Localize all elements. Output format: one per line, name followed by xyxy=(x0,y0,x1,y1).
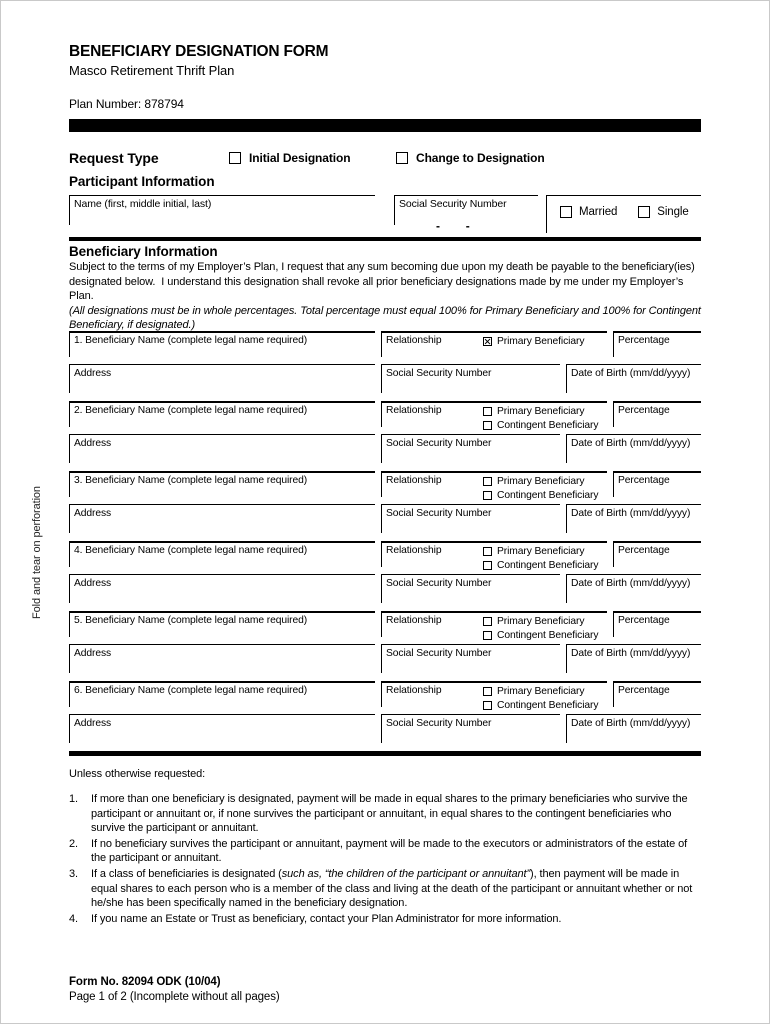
participant-ssn-field[interactable] xyxy=(394,195,538,233)
beneficiary-name-field[interactable] xyxy=(69,331,381,364)
primary-beneficiary-checkbox[interactable] xyxy=(483,687,492,696)
beneficiary-ssn-label: Social Security Number xyxy=(386,578,492,589)
date-of-birth-field[interactable] xyxy=(566,364,701,401)
beneficiary-block-1 xyxy=(69,331,701,401)
contingent-beneficiary-label: Contingent Beneficiary xyxy=(497,700,599,711)
beneficiary-type-group xyxy=(483,685,598,713)
participant-ssn-label: Social Security Number xyxy=(399,198,507,210)
note-text: If a class of beneficiaries is designated (such as, “the children of the participant or annuitant”), then payment will be made in equal shares to each person who is a member of the class and living at the death of the participant or annuitant whether or not he/she has been specifically named in the beneficiary designation. xyxy=(91,867,693,910)
ssn-format-hyphens: - - xyxy=(436,219,470,233)
participant-heading: Participant Information xyxy=(69,174,215,189)
beneficiary-ssn-field[interactable] xyxy=(381,574,566,611)
address-field[interactable] xyxy=(69,714,381,751)
beneficiary-block-3 xyxy=(69,471,701,541)
plan-number: Plan Number: 878794 xyxy=(69,97,184,111)
beneficiary-name-field[interactable] xyxy=(69,541,381,574)
relationship-field[interactable] xyxy=(381,331,613,364)
relationship-label: Relationship xyxy=(386,405,442,416)
relationship-field[interactable] xyxy=(381,611,613,644)
beneficiary-type-group xyxy=(483,615,598,643)
fold-note: Fold and tear on perforation xyxy=(31,486,43,619)
contingent-beneficiary-checkbox[interactable] xyxy=(483,701,492,710)
primary-beneficiary-checkbox[interactable] xyxy=(483,407,492,416)
beneficiary-name-label: 1. Beneficiary Name (complete legal name required) xyxy=(74,335,308,346)
notes-list xyxy=(69,792,701,927)
primary-beneficiary-label: Primary Beneficiary xyxy=(497,476,585,487)
relationship-field[interactable] xyxy=(381,681,613,714)
notes-intro: Unless otherwise requested: xyxy=(69,768,206,780)
contingent-beneficiary-label: Contingent Beneficiary xyxy=(497,560,599,571)
note-text: If you name an Estate or Trust as beneficiary, contact your Plan Administrator for more information. xyxy=(91,912,562,925)
beneficiary-heading: Beneficiary Information xyxy=(69,244,218,259)
participant-name-label: Name (first, middle initial, last) xyxy=(74,198,212,210)
note-number: 1. xyxy=(69,793,78,805)
form-footer xyxy=(69,975,701,1005)
beneficiary-ssn-field[interactable] xyxy=(381,434,566,471)
date-of-birth-label: Date of Birth (mm/dd/yyyy) xyxy=(571,578,691,589)
header-divider-bar xyxy=(69,119,701,132)
percentage-label: Percentage xyxy=(618,405,670,416)
beneficiary-name-label: 3. Beneficiary Name (complete legal name required) xyxy=(74,475,308,486)
relationship-label: Relationship xyxy=(386,615,442,626)
primary-beneficiary-checkbox[interactable] xyxy=(483,477,492,486)
relationship-field[interactable] xyxy=(381,471,613,504)
primary-beneficiary-checkbox[interactable] xyxy=(483,547,492,556)
primary-beneficiary-label: Primary Beneficiary xyxy=(497,616,585,627)
beneficiary-ssn-label: Social Security Number xyxy=(386,438,492,449)
request-option-initial xyxy=(229,151,350,165)
beneficiary-block-4 xyxy=(69,541,701,611)
percentage-label: Percentage xyxy=(618,335,670,346)
date-of-birth-label: Date of Birth (mm/dd/yyyy) xyxy=(571,438,691,449)
marital-status-field xyxy=(546,195,701,233)
beneficiary-ssn-label: Social Security Number xyxy=(386,718,492,729)
date-of-birth-label: Date of Birth (mm/dd/yyyy) xyxy=(571,718,691,729)
single-label: Single xyxy=(657,206,689,218)
initial-designation-checkbox[interactable] xyxy=(229,152,241,164)
request-type-heading: Request Type xyxy=(69,150,159,166)
date-of-birth-label: Date of Birth (mm/dd/yyyy) xyxy=(571,508,691,519)
beneficiary-ssn-field[interactable] xyxy=(381,364,566,401)
date-of-birth-field[interactable] xyxy=(566,714,701,751)
contingent-beneficiary-label: Contingent Beneficiary xyxy=(497,420,599,431)
initial-designation-label: Initial Designation xyxy=(249,151,351,165)
contingent-beneficiary-label: Contingent Beneficiary xyxy=(497,630,599,641)
date-of-birth-field[interactable] xyxy=(566,644,701,681)
page-info: Page 1 of 2 (Incomplete without all pages) xyxy=(69,991,280,1003)
percentage-label: Percentage xyxy=(618,685,670,696)
date-of-birth-field[interactable] xyxy=(566,574,701,611)
table-bottom-rule xyxy=(69,751,701,756)
primary-beneficiary-label: Primary Beneficiary xyxy=(497,686,585,697)
percentage-field[interactable] xyxy=(613,681,701,714)
relationship-label: Relationship xyxy=(386,475,442,486)
form-number: Form No. 82094 ODK (10/04) xyxy=(69,976,221,988)
beneficiary-name-label: 6. Beneficiary Name (complete legal name required) xyxy=(74,685,308,696)
beneficiary-intro-text: Subject to the terms of my Employer’s Plan, I request that any sum becoming due upon my death be payable to the beneficiary(ies) designated below. I understand this designation shall revoke all prior beneficiary designations made by me under my Employer’s Plan. xyxy=(69,261,695,303)
note-number: 3. xyxy=(69,867,78,880)
primary-beneficiary-label: Primary Beneficiary xyxy=(497,406,585,417)
contingent-beneficiary-checkbox[interactable] xyxy=(483,491,492,500)
request-type-section xyxy=(69,149,701,171)
beneficiary-ssn-label: Social Security Number xyxy=(386,648,492,659)
married-checkbox[interactable] xyxy=(560,206,572,218)
primary-beneficiary-label: Primary Beneficiary xyxy=(497,546,585,557)
date-of-birth-field[interactable] xyxy=(566,504,701,541)
percentage-field[interactable] xyxy=(613,611,701,644)
percentage-label: Percentage xyxy=(618,545,670,556)
marital-option-married xyxy=(560,206,617,218)
address-label: Address xyxy=(74,718,112,729)
beneficiary-name-field[interactable] xyxy=(69,611,381,644)
note-number: 2. xyxy=(69,837,78,850)
relationship-field[interactable] xyxy=(381,401,613,434)
marital-option-single xyxy=(638,206,688,218)
address-field[interactable] xyxy=(69,364,381,401)
beneficiary-type-group xyxy=(483,335,584,349)
note-item-2 xyxy=(69,837,701,866)
change-designation-checkbox[interactable] xyxy=(396,152,408,164)
request-option-change xyxy=(396,151,545,165)
address-label: Address xyxy=(74,648,112,659)
note-item-3 xyxy=(69,867,701,911)
percentage-label: Percentage xyxy=(618,475,670,486)
contingent-beneficiary-checkbox[interactable] xyxy=(483,631,492,640)
form-title: BENEFICIARY DESIGNATION FORM xyxy=(69,43,329,60)
primary-beneficiary-checkbox[interactable] xyxy=(483,617,492,626)
single-checkbox[interactable] xyxy=(638,206,650,218)
note-item-4 xyxy=(69,912,701,927)
date-of-birth-label: Date of Birth (mm/dd/yyyy) xyxy=(571,648,691,659)
note-text: If more than one beneficiary is designated, payment will be made in equal shares to the primary beneficiaries who survive the participant or annuitant or, if none survives the participant or annuitant, in equal shares to the contingent beneficiaries who survive the participant or annuitant. xyxy=(91,793,688,835)
beneficiary-type-group xyxy=(483,475,598,503)
percentage-field[interactable] xyxy=(613,401,701,434)
address-label: Address xyxy=(74,368,112,379)
address-label: Address xyxy=(74,578,112,589)
percentage-field[interactable] xyxy=(613,541,701,574)
beneficiary-block-6 xyxy=(69,681,701,751)
beneficiary-ssn-field[interactable] xyxy=(381,504,566,541)
participant-section xyxy=(69,195,701,235)
date-of-birth-label: Date of Birth (mm/dd/yyyy) xyxy=(571,368,691,379)
beneficiary-name-field[interactable] xyxy=(69,401,381,434)
relationship-label: Relationship xyxy=(386,545,442,556)
address-label: Address xyxy=(74,438,112,449)
beneficiary-ssn-label: Social Security Number xyxy=(386,508,492,519)
beneficiary-type-group xyxy=(483,545,598,573)
beneficiary-block-5 xyxy=(69,611,701,681)
beneficiary-name-label: 4. Beneficiary Name (complete legal name required) xyxy=(74,545,308,556)
percentage-field[interactable] xyxy=(613,331,701,364)
beneficiary-ssn-field[interactable] xyxy=(381,714,566,751)
percentage-label: Percentage xyxy=(618,615,670,626)
beneficiary-name-field[interactable] xyxy=(69,471,381,504)
relationship-label: Relationship xyxy=(386,685,442,696)
beneficiary-ssn-label: Social Security Number xyxy=(386,368,492,379)
relationship-field[interactable] xyxy=(381,541,613,574)
beneficiary-intro-italic: (All designations must be in whole percentages. Total percentage must equal 100% for Primary Beneficiary and 100% for Contingent Beneficiary, if designated.) xyxy=(69,304,701,332)
primary-beneficiary-checkbox[interactable] xyxy=(483,337,492,346)
note-number: 4. xyxy=(69,912,78,925)
beneficiary-name-field[interactable] xyxy=(69,681,381,714)
address-field[interactable] xyxy=(69,644,381,681)
contingent-beneficiary-checkbox[interactable] xyxy=(483,561,492,570)
beneficiary-ssn-field[interactable] xyxy=(381,644,566,681)
address-label: Address xyxy=(74,508,112,519)
address-field[interactable] xyxy=(69,434,381,471)
address-field[interactable] xyxy=(69,574,381,611)
primary-beneficiary-label: Primary Beneficiary xyxy=(497,336,585,347)
date-of-birth-field[interactable] xyxy=(566,434,701,471)
beneficiary-table xyxy=(69,331,701,756)
note-item-1 xyxy=(69,792,701,836)
beneficiary-name-label: 5. Beneficiary Name (complete legal name required) xyxy=(74,615,308,626)
beneficiary-block-2 xyxy=(69,401,701,471)
contingent-beneficiary-checkbox[interactable] xyxy=(483,421,492,430)
contingent-beneficiary-label: Contingent Beneficiary xyxy=(497,490,599,501)
section-divider-rule xyxy=(69,237,701,241)
beneficiary-name-label: 2. Beneficiary Name (complete legal name required) xyxy=(74,405,308,416)
beneficiary-type-group xyxy=(483,405,598,433)
note-text: If no beneficiary survives the participant or annuitant, payment will be made to the executors or administrators of the estate of the participant or annuitant. xyxy=(91,837,688,865)
plan-name: Masco Retirement Thrift Plan xyxy=(69,63,235,78)
address-field[interactable] xyxy=(69,504,381,541)
beneficiary-intro xyxy=(69,260,701,333)
married-label: Married xyxy=(579,206,618,218)
percentage-field[interactable] xyxy=(613,471,701,504)
relationship-label: Relationship xyxy=(386,335,442,346)
participant-name-field[interactable] xyxy=(69,195,375,233)
change-designation-label: Change to Designation xyxy=(416,151,545,165)
